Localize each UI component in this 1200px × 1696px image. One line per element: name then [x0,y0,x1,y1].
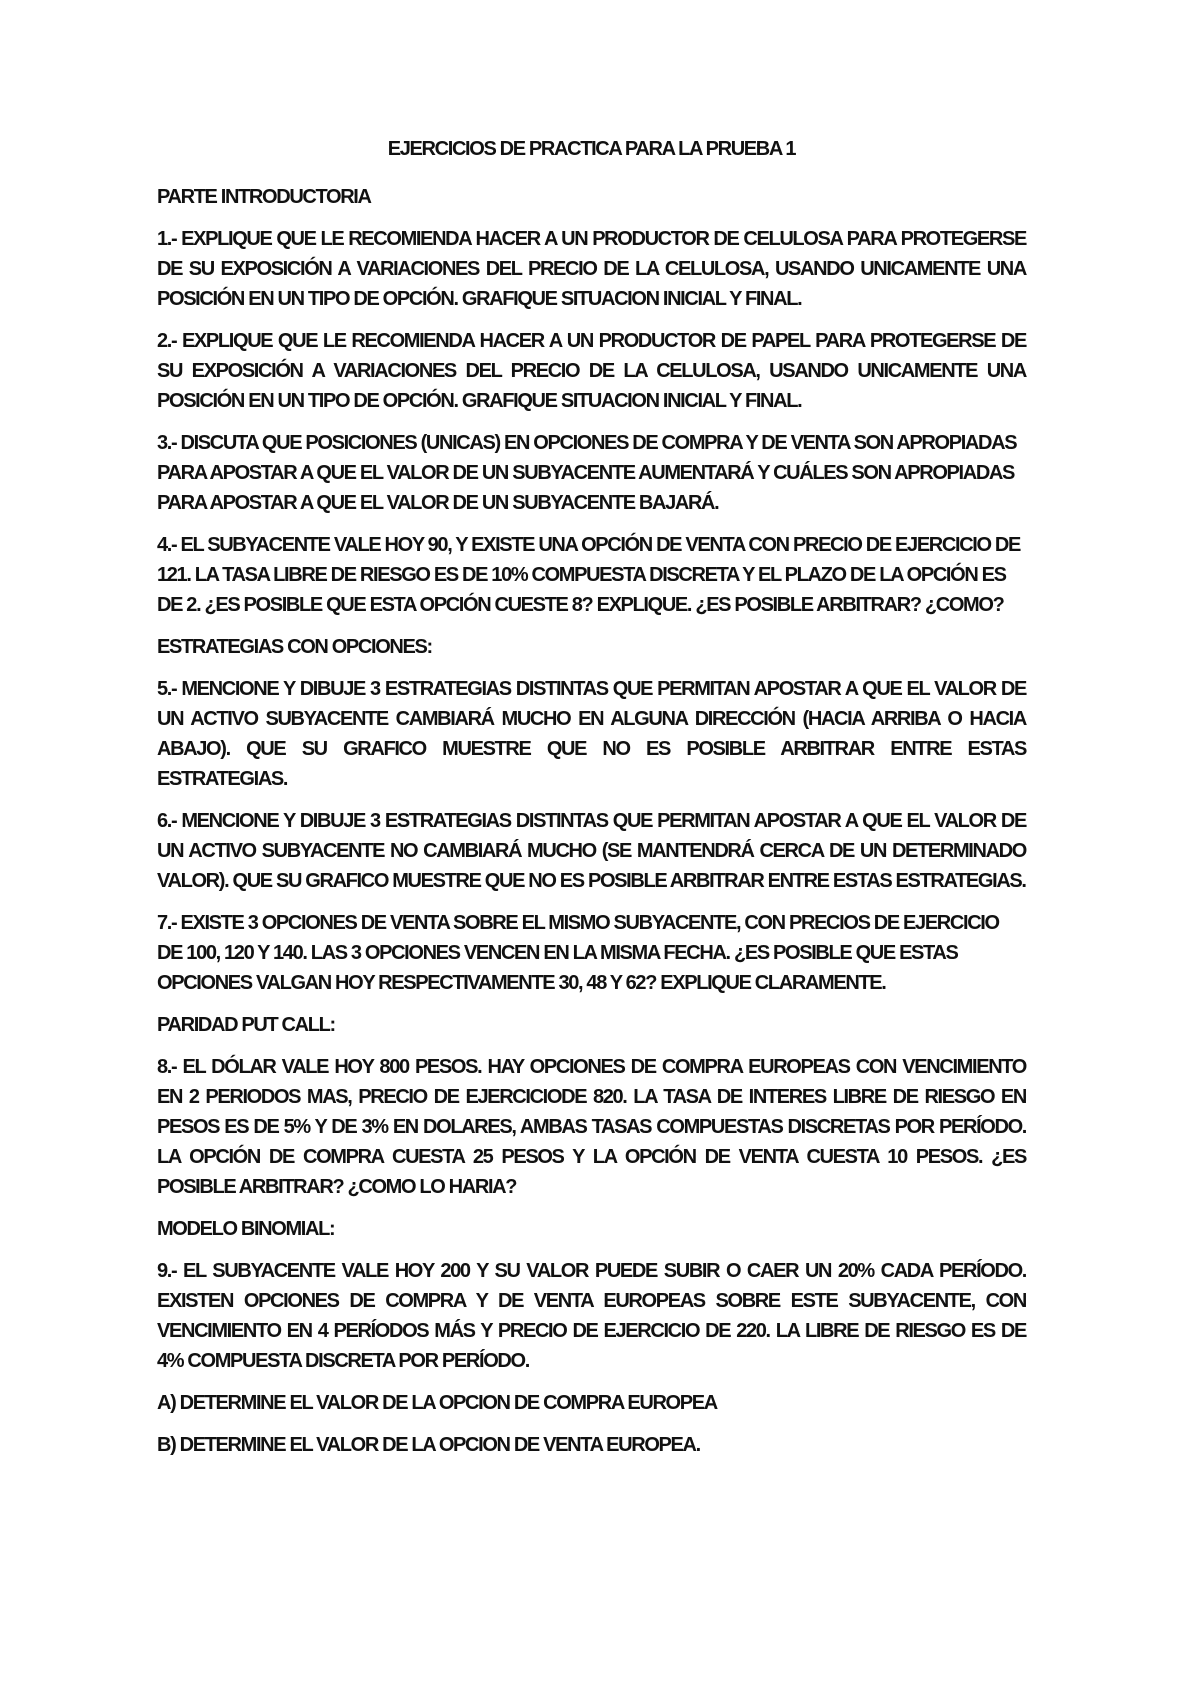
section-heading-parte-introductoria: PARTE INTRODUCTORIA [157,186,371,208]
question-9b: B) DETERMINE EL VALOR DE LA OPCION DE VENTA EUROPEA. [157,1434,700,1456]
exercise-9: 9.- EL SUBYACENTE VALE HOY 200 Y SU VALOR PUEDE SUBIR O CAER UN 20% CADA PERÍODO. EXISTEN OPCIONES DE COMPRA Y DE VENTA EUROPEAS SOBRE ESTE SUBYACENTE, CON VENCIMIENTO EN 4 PERÍODOS MÁS Y PRECIO DE EJERCICIO DE 220. LA LIBRE DE RIESGO ES DE 4% COMPUESTA DISCRETA POR PERÍODO. [157,1260,1026,1372]
exercise-8: 8.- EL DÓLAR VALE HOY 800 PESOS. HAY OPCIONES DE COMPRA EUROPEAS CON VENCIMIENTO EN 2 PERIODOS MAS, PRECIO DE EJERCICIODE 820. LA TASA DE INTERES LIBRE DE RIESGO EN PESOS ES DE 5% Y DE 3% EN DOLARES, AMBAS TASAS COMPUESTAS DISCRETAS POR PERÍODO. LA OPCIÓN DE COMPRA CUESTA 25 PESOS Y LA OPCIÓN DE VENTA CUESTA 10 PESOS. ¿ES POSIBLE ARBITRAR? ¿COMO LO HARIA? [157,1056,1026,1198]
section-heading-estrategias-con-opciones: ESTRATEGIAS CON OPCIONES: [157,636,432,658]
exercise-6: 6.- MENCIONE Y DIBUJE 3 ESTRATEGIAS DISTINTAS QUE PERMITAN APOSTAR A QUE EL VALOR DE UN ACTIVO SUBYACENTE NO CAMBIARÁ MUCHO (SE MANTENDRÁ CERCA DE UN DETERMINADO VALOR). QUE SU GRAFICO MUESTRE QUE NO ES POSIBLE ARBITRAR ENTRE ESTAS ESTRATEGIAS. [157,810,1026,892]
document-title: EJERCICIOS DE PRACTICA PARA LA PRUEBA 1 [387,138,796,160]
section-heading-paridad-put-call: PARIDAD PUT CALL: [157,1014,335,1036]
question-9a: A) DETERMINE EL VALOR DE LA OPCION DE COMPRA EUROPEA [157,1392,717,1414]
exercise-3: 3.- DISCUTA QUE POSICIONES (UNICAS) EN OPCIONES DE COMPRA Y DE VENTA SON APROPIADAS PARA APOSTAR A QUE EL VALOR DE UN SUBYACENTE AUMENTARÁ Y CUÁLES SON APROPIADAS PARA APOSTAR A QUE EL VALOR DE UN SUBYACENTE BAJARÁ. [157,432,1017,514]
exercise-5: 5.- MENCIONE Y DIBUJE 3 ESTRATEGIAS DISTINTAS QUE PERMITAN APOSTAR A QUE EL VALOR DE UN ACTIVO SUBYACENTE CAMBIARÁ MUCHO EN ALGUNA DIRECCIÓN (HACIA ARRIBA O HACIA ABAJO). QUE SU GRAFICO MUESTRE QUE NO ES POSIBLE ARBITRAR ENTRE ESTAS ESTRATEGIAS. [157,678,1026,790]
exercise-2: 2.- EXPLIQUE QUE LE RECOMIENDA HACER A UN PRODUCTOR DE PAPEL PARA PROTEGERSE DE SU EXPOSICIÓN A VARIACIONES DEL PRECIO DE LA CELULOSA, USANDO UNICAMENTE UNA POSICIÓN EN UN TIPO DE OPCIÓN. GRAFIQUE SITUACION INICIAL Y FINAL. [157,330,1026,412]
exercise-4: 4.- EL SUBYACENTE VALE HOY 90, Y EXISTE UNA OPCIÓN DE VENTA CON PRECIO DE EJERCICIO DE 121. LA TASA LIBRE DE RIESGO ES DE 10% COMPUESTA DISCRETA Y EL PLAZO DE LA OPCIÓN ES DE 2. ¿ES POSIBLE QUE ESTA OPCIÓN CUESTE 8? EXPLIQUE. ¿ES POSIBLE ARBITRAR? ¿COMO? [157,534,1021,616]
exercise-7: 7.- EXISTE 3 OPCIONES DE VENTA SOBRE EL MISMO SUBYACENTE, CON PRECIOS DE EJERCICIO DE 100, 120 Y 140. LAS 3 OPCIONES VENCEN EN LA MISMA FECHA. ¿ES POSIBLE QUE ESTAS OPCIONES VALGAN HOY RESPECTIVAMENTE 30, 48 Y 62? EXPLIQUE CLARAMENTE. [157,912,999,994]
exercise-1: 1.- EXPLIQUE QUE LE RECOMIENDA HACER A UN PRODUCTOR DE CELULOSA PARA PROTEGERSE DE SU EXPOSICIÓN A VARIACIONES DEL PRECIO DE LA CELULOSA, USANDO UNICAMENTE UNA POSICIÓN EN UN TIPO DE OPCIÓN. GRAFIQUE SITUACION INICIAL Y FINAL. [157,228,1026,310]
section-heading-modelo-binomial: MODELO BINOMIAL: [157,1218,335,1240]
